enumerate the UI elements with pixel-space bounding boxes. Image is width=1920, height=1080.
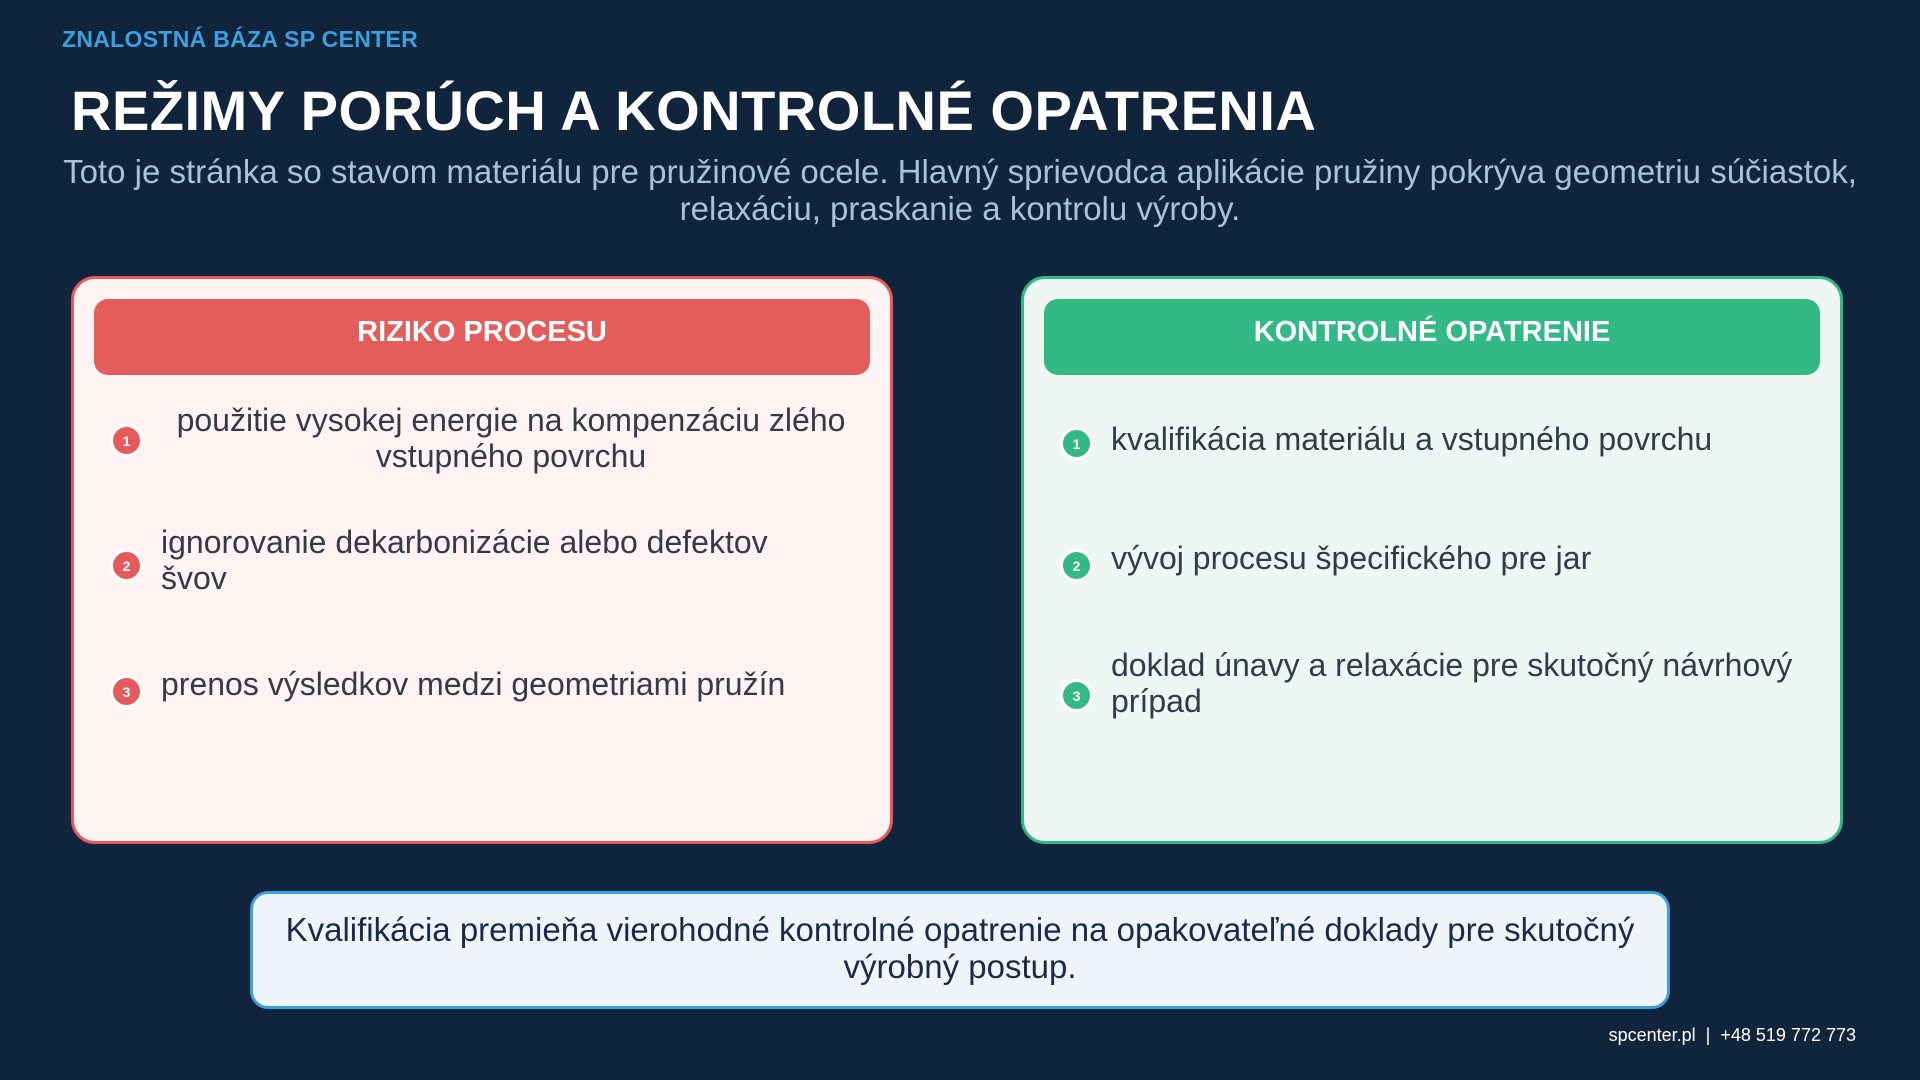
control-item-text: vývoj procesu špecifického pre jar xyxy=(1111,540,1592,576)
control-item-text: doklad únavy a relaxácie pre skutočný návrhový prípad xyxy=(1111,647,1793,719)
number-badge: 2 xyxy=(110,549,143,582)
number-badge: 3 xyxy=(110,675,143,708)
kicker: ZNALOSTNÁ BÁZA SP CENTER xyxy=(62,26,419,52)
footer-separator: | xyxy=(1705,1025,1711,1045)
risk-card-header: RIZIKO PROCESU xyxy=(94,299,870,375)
control-card xyxy=(1021,276,1843,844)
control-card-header: KONTROLNÉ OPATRENIE xyxy=(1044,299,1820,375)
control-item-text: kvalifikácia materiálu a vstupného povrchu xyxy=(1111,421,1713,457)
risk-item-text: prenos výsledkov medzi geometriami pružín xyxy=(161,666,786,702)
footer-contact xyxy=(1609,1025,1856,1046)
page-subtitle: Toto je stránka so stavom materiálu pre pružinové ocele. Hlavný sprievodca aplikácie pružiny pokrýva geometriu súčiastok, relaxáciu, praskanie a kontrolu výroby. xyxy=(63,153,1857,227)
risk-item-text: ignorovanie dekarbonizácie alebo defektov švov xyxy=(161,524,768,596)
footer-phone[interactable]: +48 519 772 773 xyxy=(1720,1025,1856,1045)
footer-website[interactable]: spcenter.pl xyxy=(1608,1025,1696,1045)
number-badge: 3 xyxy=(1060,679,1093,712)
page-title: REŽIMY PORÚCH A KONTROLNÉ OPATRENIA xyxy=(71,79,1317,142)
number-badge: 2 xyxy=(1060,549,1093,582)
callout-text: Kvalifikácia premieňa vierohodné kontrolné opatrenie na opakovateľné doklady pre skutočný výrobný postup. xyxy=(285,911,1635,985)
summary-callout xyxy=(250,891,1670,1009)
number-badge: 1 xyxy=(1060,427,1093,460)
risk-card xyxy=(71,276,893,844)
number-badge: 1 xyxy=(110,424,143,457)
risk-item-text: použitie vysokej energie na kompenzáciu zlého vstupného povrchu xyxy=(176,402,846,474)
